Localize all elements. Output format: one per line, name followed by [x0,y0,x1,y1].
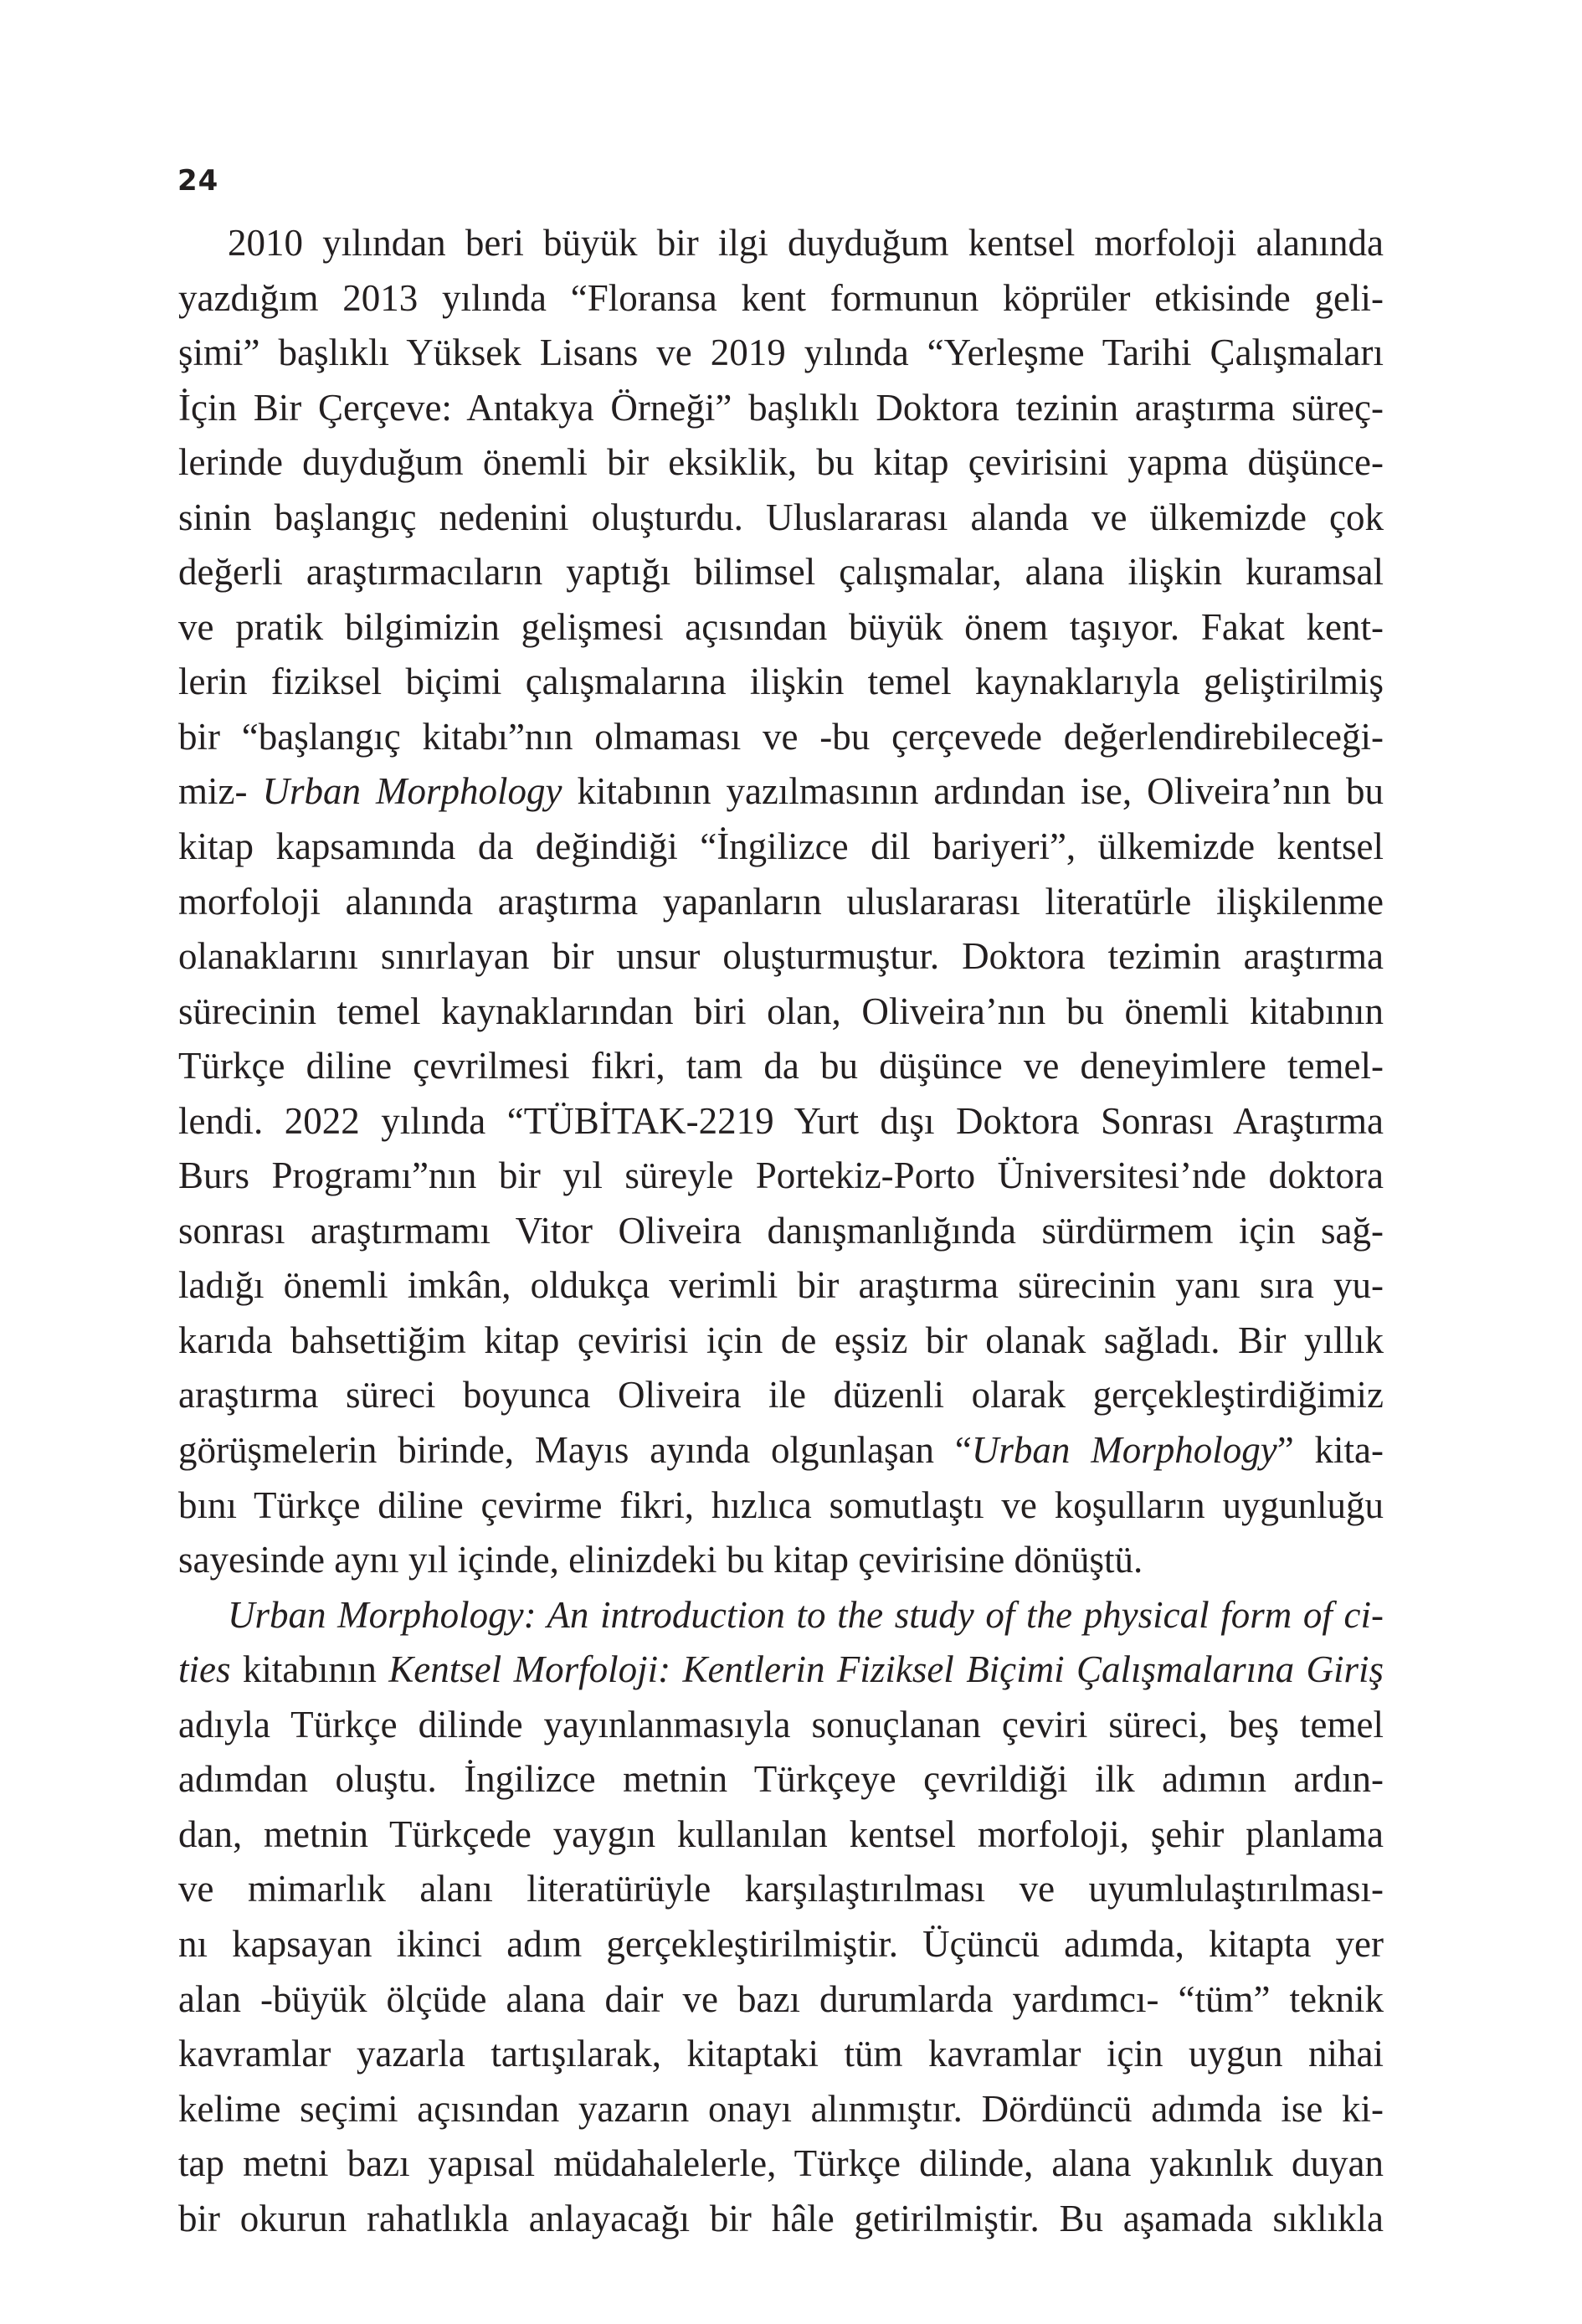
text-line [178,1752,1384,1807]
text-line [178,435,1384,491]
text-span: dan, metnin Türkçede yaygın kullanılan kentsel morfoloji, şehir planlama [178,1812,1384,1855]
text-span: kavramlar yazarla tartışılarak, kitaptaki tüm kavramlar için uygun nihai [178,2033,1384,2075]
text-span: Burs Programı”nın bir yıl süreyle Portekiz-Porto Üniversitesi’nde doktora [178,1154,1384,1197]
text-span: adıyla Türkçe dilinde yayınlanmasıyla sonuçlanan çeviri süreci, beş temel [178,1703,1384,1746]
text-line [178,2082,1384,2137]
text-span: bir okurun rahatlıkla anlayacağı bir hâle getirilmiştir. Bu aşamada sıklıkla [178,2197,1384,2239]
text-line [178,1862,1384,1917]
body-text [178,216,1384,2246]
book-title-italic: Urban Morphology [262,770,562,813]
text-line [178,216,1384,271]
text-span: ve mimarlık alanı literatürüyle karşılaştırılması ve uyumlulaştırılması- [178,1868,1384,1910]
text-span: kitabının [230,1648,389,1691]
text-line [178,1039,1384,1094]
book-title-italic: Kentsel Morfoloji: Kentlerin Fiziksel Biçimi Çalışmalarına Giriş [388,1648,1384,1691]
text-span: ladığı önemli imkân, oldukça verimli bir araştırma sürecinin yanı sıra yu- [178,1264,1384,1307]
text-line [178,1314,1384,1369]
text-line [178,1588,1384,1643]
text-span: bir “başlangıç kitabı”nın olmaması ve -bu çerçevede değerlendirebileceği- [178,715,1384,758]
text-span: adımdan oluştu. İngilizce metnin Türkçeye çevrildiği ilk adımın ardın- [178,1758,1384,1801]
text-span: kitabının yazılmasının ardından ise, Oliveira’nın bu [562,770,1384,813]
text-line [178,1807,1384,1863]
text-line [178,2027,1384,2082]
text-line [178,875,1384,930]
text-line [178,1368,1384,1423]
book-title-italic: Urban Morphology: An introduction to the study of the physical form of ci- [228,1593,1384,1636]
text-span: kelime seçimi açısından yazarın onayı alınmıştır. Dördüncü adımda ise ki- [178,2087,1384,2130]
text-span: lerinde duyduğum önemli bir eksiklik, bu kitap çevirisini yapma düşünce- [178,441,1384,484]
text-line [178,2192,1384,2247]
text-line [178,326,1384,381]
text-span: alan -büyük ölçüde alana dair ve bazı durumlarda yardımcı- “tüm” teknik [178,1977,1384,2020]
text-line [178,271,1384,326]
text-line [178,985,1384,1040]
text-span: ve pratik bilgimizin gelişmesi açısından büyük önem taşıyor. Fakat kent- [178,605,1384,648]
text-line [178,1423,1384,1478]
text-span: 2010 yılından beri büyük bir ilgi duyduğum kentsel morfoloji alanında [228,222,1384,264]
text-span: sinin başlangıç nedenini oluşturdu. Uluslararası alanda ve ülkemizde çok [178,496,1384,538]
text-line [178,820,1384,875]
text-line [178,1258,1384,1314]
text-line [178,1972,1384,2028]
text-line [178,381,1384,436]
text-span: lendi. 2022 yılında “TÜBİTAK-2219 Yurt dışı Doktora Sonrası Araştırma [178,1099,1384,1142]
text-line [178,491,1384,546]
text-line [178,764,1384,820]
text-span: miz- [178,770,263,813]
paragraph-2 [178,1588,1384,2247]
text-span: morfoloji alanında araştırma yapanların uluslararası literatürle ilişkilenme [178,880,1384,923]
text-span: sürecinin temel kaynaklarından biri olan, Oliveira’nın bu önemli kitabının [178,990,1384,1032]
text-line [178,2136,1384,2192]
text-span: İçin Bir Çerçeve: Antakya Örneği” başlıklı Doktora tezinin araştırma süreç- [178,386,1384,429]
book-title-italic: ties [178,1648,231,1691]
text-span: olanaklarını sınırlayan bir unsur oluşturmuştur. Doktora tezimin araştırma [178,935,1384,978]
text-line [178,929,1384,985]
text-span: sonrası araştırmamı Vitor Oliveira danışmanlığında sürdürmem için sağ- [178,1209,1384,1252]
text-line [178,1643,1384,1698]
text-line [178,710,1384,765]
book-title-italic: Urban Morphology [971,1429,1277,1472]
text-line [178,1094,1384,1149]
text-span: karıda bahsettiğim kitap çevirisi için de eşsiz bir olanak sağladı. Bir yıllık [178,1319,1384,1361]
text-line [178,600,1384,656]
text-span: tap metni bazı yapısal müdahalelerle, Türkçe dilinde, alana yakınlık duyan [178,2142,1384,2185]
text-line [178,1698,1384,1753]
text-span: ” kita- [1276,1429,1384,1472]
text-span: şimi” başlıklı Yüksek Lisans ve 2019 yılında “Yerleşme Tarihi Çalışmaları [178,332,1384,374]
text-line [178,1149,1384,1204]
text-line [178,1917,1384,1972]
text-span: değerli araştırmacıların yaptığı bilimsel çalışmalar, alana ilişkin kuramsal [178,551,1384,594]
text-span: Türkçe diline çevrilmesi fikri, tam da bu düşünce ve deneyimlere temel- [178,1045,1384,1087]
text-span: görüşmelerin birinde, Mayıs ayında olgunlaşan “ [178,1429,972,1472]
text-line [178,545,1384,600]
text-span: sayesinde aynı yıl içinde, elinizdeki bu kitap çevirisine dönüştü. [178,1539,1143,1581]
text-span: yazdığım 2013 yılında “Floransa kent formunun köprüler etkisinde geli- [178,276,1384,319]
text-span: araştırma süreci boyunca Oliveira ile düzenli olarak gerçekleştirdiğimiz [178,1374,1384,1417]
text-span: lerin fiziksel biçimi çalışmalarına ilişkin temel kaynaklarıyla geliştirilmiş [178,661,1384,703]
text-span: kitap kapsamında da değindiği “İngilizce dil bariyeri”, ülkemizde kentsel [178,825,1384,868]
paragraph-1 [178,216,1384,1588]
text-line [178,1533,1384,1588]
text-span: nı kapsayan ikinci adım gerçekleştirilmiştir. Üçüncü adımda, kitapta yer [178,1922,1384,1965]
text-line [178,1204,1384,1259]
text-line [178,1478,1384,1534]
page-number: 24 [177,164,219,198]
text-line [178,655,1384,710]
text-span: bını Türkçe diline çevirme fikri, hızlıca somutlaştı ve koşulların uygunluğu [178,1483,1384,1526]
